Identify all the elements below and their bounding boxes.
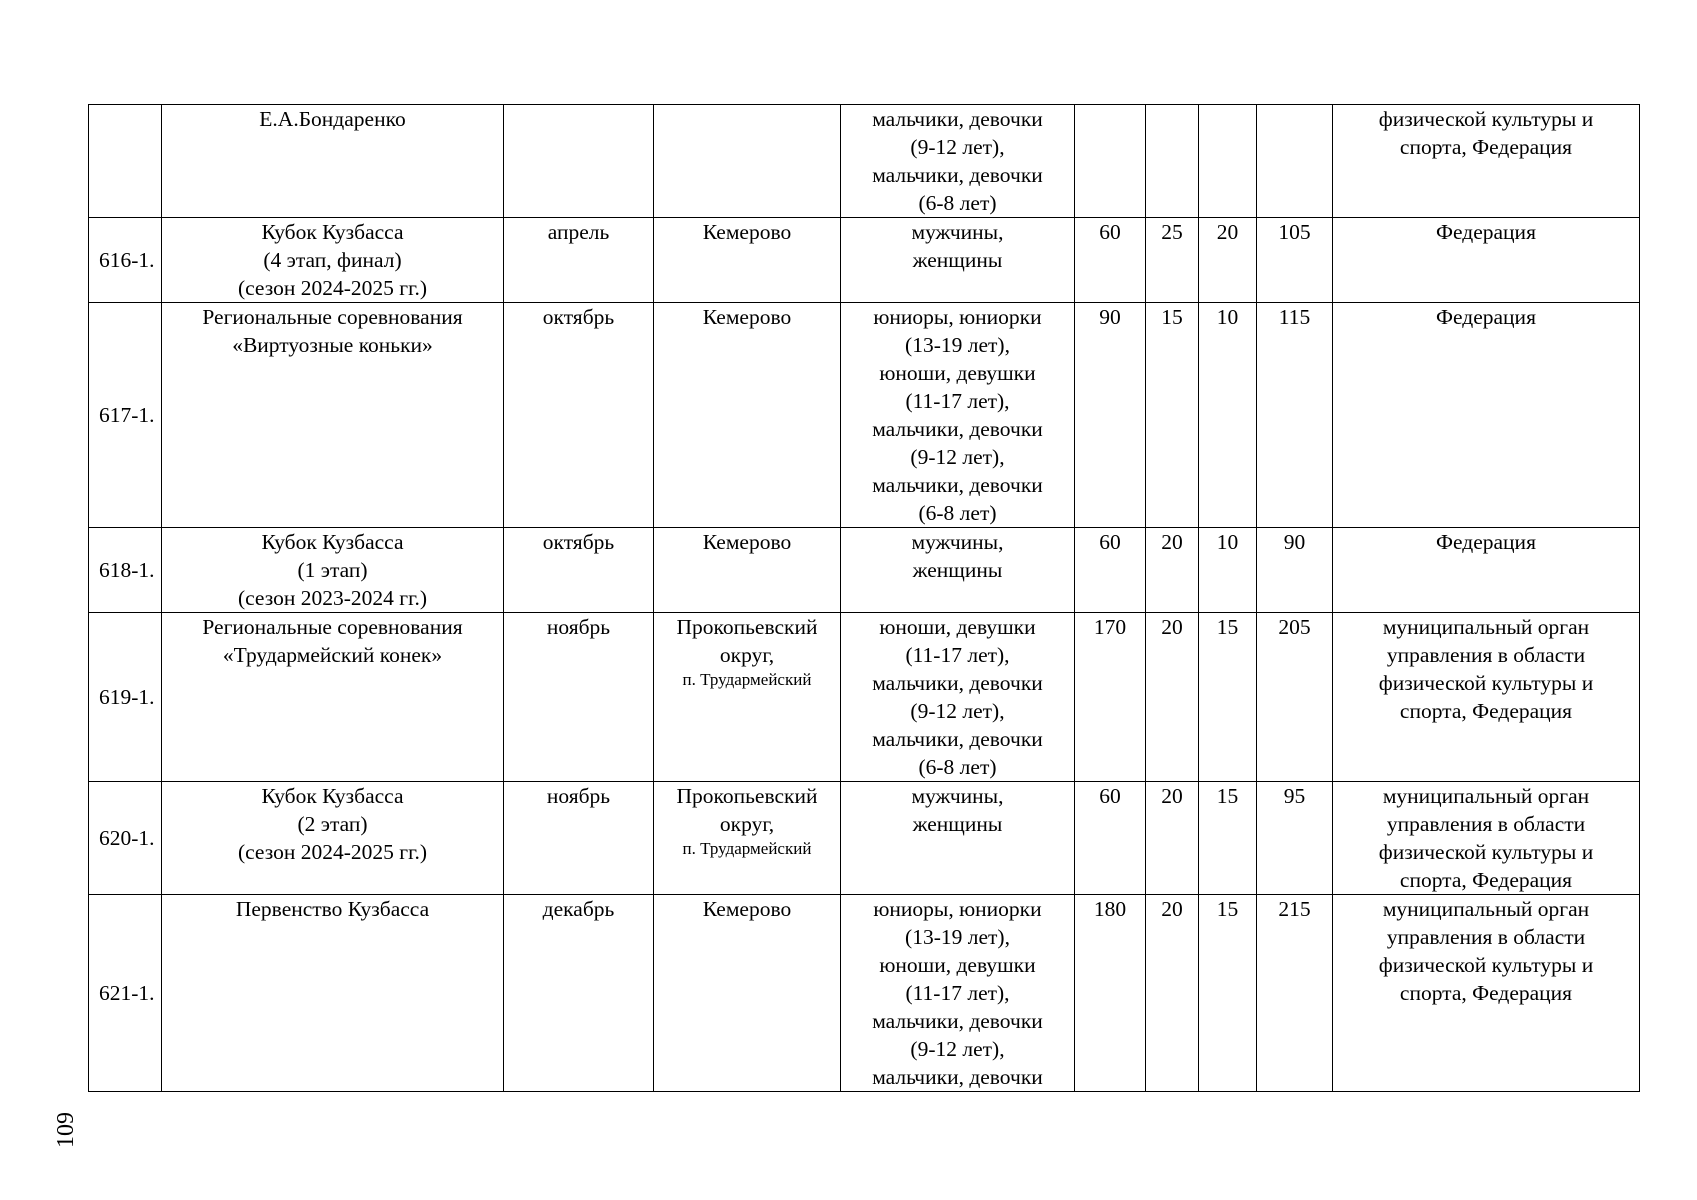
place-sub: п. Трудармейский [682,839,812,858]
cell-count-3: 15 [1199,895,1257,1092]
place-sub: п. Трудармейский [682,670,812,689]
cell-place [654,303,841,528]
cell-organizer: Федерация [1333,218,1640,303]
cell-month: ноябрь [504,782,654,895]
cell-event-name: Кубок Кузбасса (4 этап, финал) (сезон 2024-2025 гг.) [162,218,504,303]
cell-organizer: муниципальный орган управления в области физической культуры и спорта, Федерация [1333,613,1640,782]
page-number: 109 [53,1112,79,1148]
cell-month: декабрь [504,895,654,1092]
place-main: Кемерово [702,220,792,244]
cell-place [654,782,841,895]
cell-count-2: 20 [1146,528,1199,613]
cell-number: 621-1. [89,895,162,1092]
cell-count-3: 10 [1199,528,1257,613]
cell-count-2: 25 [1146,218,1199,303]
cell-organizer: физической культуры и спорта, Федерация [1333,105,1640,218]
cell-count-3 [1199,105,1257,218]
cell-age-groups: юноши, девушки (11-17 лет), мальчики, девочки (9-12 лет), мальчики, девочки (6-8 лет) [841,613,1075,782]
cell-age-groups: мужчины, женщины [841,528,1075,613]
cell-total: 215 [1257,895,1333,1092]
cell-age-groups: юниоры, юниорки (13-19 лет), юноши, девушки (11-17 лет), мальчики, девочки (9-12 лет), мальчики, девочки (6-8 лет) [841,303,1075,528]
cell-organizer: Федерация [1333,528,1640,613]
cell-month [504,105,654,218]
cell-count-1: 180 [1075,895,1146,1092]
table-row [89,528,1640,613]
place-main: Кемерово [702,897,792,921]
schedule-table [88,104,1640,1092]
cell-place [654,895,841,1092]
cell-total: 205 [1257,613,1333,782]
cell-count-3: 15 [1199,782,1257,895]
cell-total: 95 [1257,782,1333,895]
table-row [89,782,1640,895]
table-row [89,895,1640,1092]
table-row [89,303,1640,528]
cell-count-2 [1146,105,1199,218]
cell-place [654,613,841,782]
cell-total: 115 [1257,303,1333,528]
cell-number [89,105,162,218]
cell-organizer: муниципальный орган управления в области физической культуры и спорта, Федерация [1333,895,1640,1092]
cell-count-2: 20 [1146,613,1199,782]
cell-count-1: 60 [1075,528,1146,613]
cell-event-name: Региональные соревнования «Виртуозные коньки» [162,303,504,528]
cell-age-groups: мальчики, девочки (9-12 лет), мальчики, девочки (6-8 лет) [841,105,1075,218]
cell-event-name: Кубок Кузбасса (2 этап) (сезон 2024-2025 гг.) [162,782,504,895]
cell-place [654,218,841,303]
cell-total: 105 [1257,218,1333,303]
cell-number: 618-1. [89,528,162,613]
cell-count-1: 90 [1075,303,1146,528]
cell-organizer: муниципальный орган управления в области физической культуры и спорта, Федерация [1333,782,1640,895]
cell-age-groups: мужчины, женщины [841,782,1075,895]
cell-age-groups: юниоры, юниорки (13-19 лет), юноши, девушки (11-17 лет), мальчики, девочки (9-12 лет), мальчики, девочки [841,895,1075,1092]
cell-event-name: Первенство Кузбасса [162,895,504,1092]
place-main: Кемерово [702,305,792,329]
cell-count-2: 20 [1146,895,1199,1092]
cell-number: 617-1. [89,303,162,528]
cell-total: 90 [1257,528,1333,613]
cell-number: 619-1. [89,613,162,782]
table-row [89,613,1640,782]
cell-count-3: 20 [1199,218,1257,303]
cell-organizer: Федерация [1333,303,1640,528]
cell-count-2: 15 [1146,303,1199,528]
cell-number: 620-1. [89,782,162,895]
cell-place [654,105,841,218]
place-main: Кемерово [702,530,792,554]
cell-count-3: 10 [1199,303,1257,528]
cell-event-name: Кубок Кузбасса (1 этап) (сезон 2023-2024 гг.) [162,528,504,613]
table-row [89,218,1640,303]
cell-event-name: Е.А.Бондаренко [162,105,504,218]
cell-count-1: 170 [1075,613,1146,782]
cell-count-2: 20 [1146,782,1199,895]
cell-month: апрель [504,218,654,303]
cell-count-1: 60 [1075,782,1146,895]
place-main: Прокопьевский округ, [676,615,818,667]
cell-count-1 [1075,105,1146,218]
cell-event-name: Региональные соревнования «Трудармейский конек» [162,613,504,782]
cell-age-groups: мужчины, женщины [841,218,1075,303]
cell-month: ноябрь [504,613,654,782]
cell-count-3: 15 [1199,613,1257,782]
cell-month: октябрь [504,528,654,613]
cell-count-1: 60 [1075,218,1146,303]
cell-place [654,528,841,613]
cell-month: октябрь [504,303,654,528]
cell-total [1257,105,1333,218]
place-main: Прокопьевский округ, [676,784,818,836]
table-row [89,105,1640,218]
cell-number: 616-1. [89,218,162,303]
